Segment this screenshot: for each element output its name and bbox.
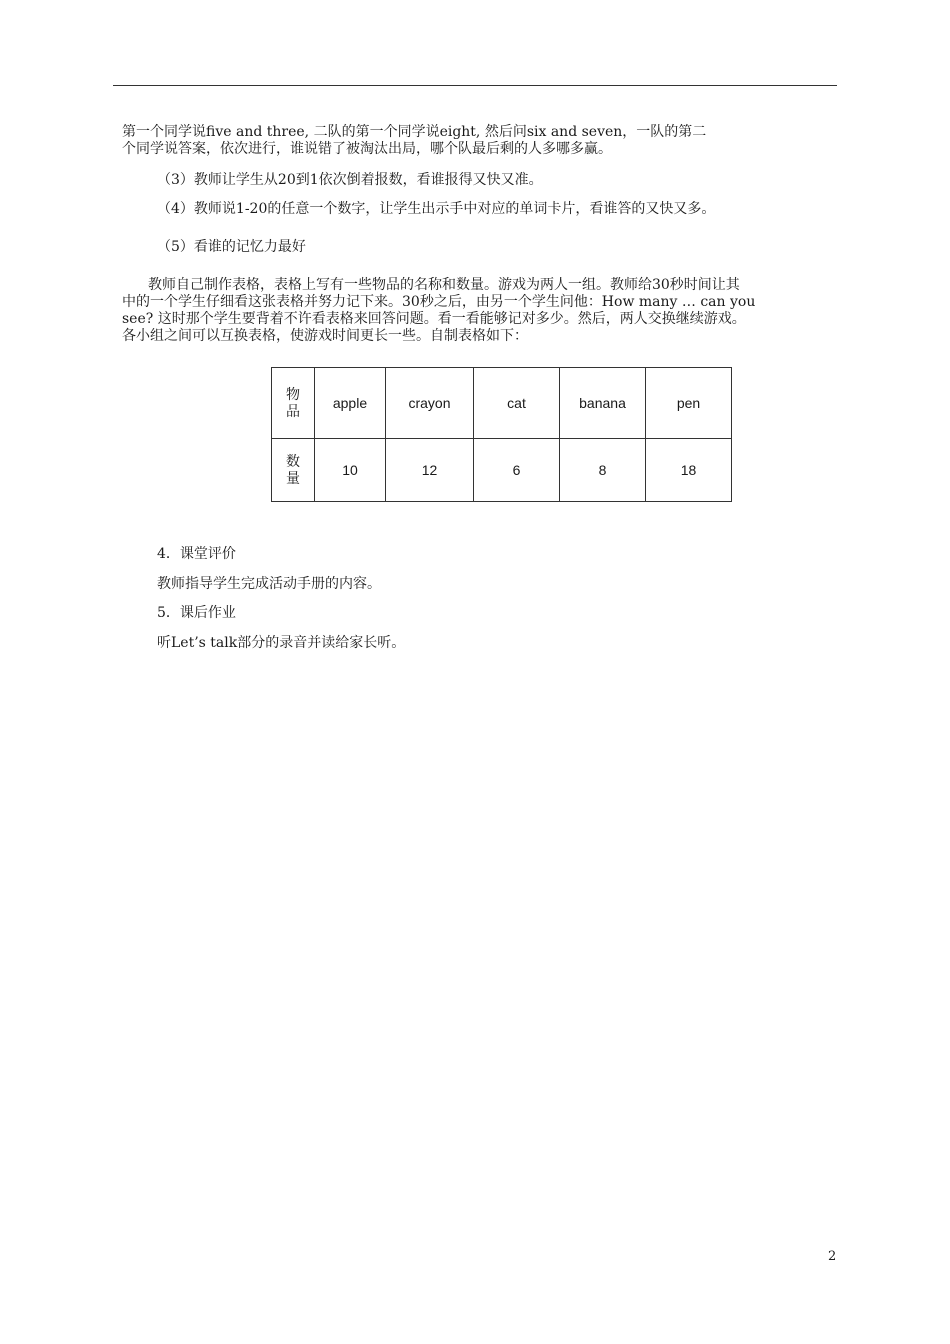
header-rule	[113, 85, 837, 86]
table-row	[272, 368, 732, 439]
table-cell: crayon	[386, 368, 474, 439]
section-title-5: 5．课后作业	[157, 605, 236, 621]
table-cell: pen	[646, 368, 732, 439]
game-description-line: 中的一个学生仔细看这张表格并努力记下来。30秒之后，由另一个学生问他：How many … can you	[122, 294, 756, 310]
table-cell: banana	[560, 368, 646, 439]
table-cell: 8	[560, 439, 646, 502]
row-header-items: 物品	[286, 386, 300, 419]
game-description-line: see? 这时那个学生要背着不许看表格来回答问题。看一看能够记对多少。然后，两人交换继续游戏。	[122, 311, 746, 327]
page-number: 2	[828, 1249, 837, 1264]
list-item-4: （4）教师说1-20的任意一个数字，让学生出示手中对应的单词卡片，看谁答的又快又多。	[157, 201, 716, 217]
table-cell: 6	[474, 439, 560, 502]
list-item-3: （3）教师让学生从20到1依次倒着报数，看谁报得又快又准。	[157, 172, 543, 188]
table-cell: 12	[386, 439, 474, 502]
table-cell: 10	[315, 439, 386, 502]
game-description-line: 教师自己制作表格，表格上写有一些物品的名称和数量。游戏为两人一组。教师给30秒时间让其	[148, 277, 740, 293]
table-row	[272, 439, 732, 502]
table-cell: cat	[474, 368, 560, 439]
list-item-5: （5）看谁的记忆力最好	[157, 239, 306, 255]
row-header-quantity: 数量	[286, 453, 300, 486]
section-title-4: 4．课堂评价	[157, 546, 236, 562]
table-cell: apple	[315, 368, 386, 439]
paragraph-line: 第一个同学说five and three, 二队的第一个同学说eight, 然后问six and seven，一队的第二	[122, 124, 707, 140]
paragraph-line: 个同学说答案，依次进行，谁说错了被淘汰出局，哪个队最后剩的人多哪多赢。	[122, 141, 612, 157]
row-header-cell	[272, 439, 315, 502]
game-description-line: 各小组之间可以互换表格，使游戏时间更长一些。自制表格如下：	[122, 328, 528, 344]
row-header-cell	[272, 368, 315, 439]
section-body-5: 听Let’s talk部分的录音并读给家长听。	[157, 635, 406, 651]
table-cell: 18	[646, 439, 732, 502]
section-body-4: 教师指导学生完成活动手册的内容。	[157, 576, 381, 592]
memory-table	[271, 367, 732, 502]
